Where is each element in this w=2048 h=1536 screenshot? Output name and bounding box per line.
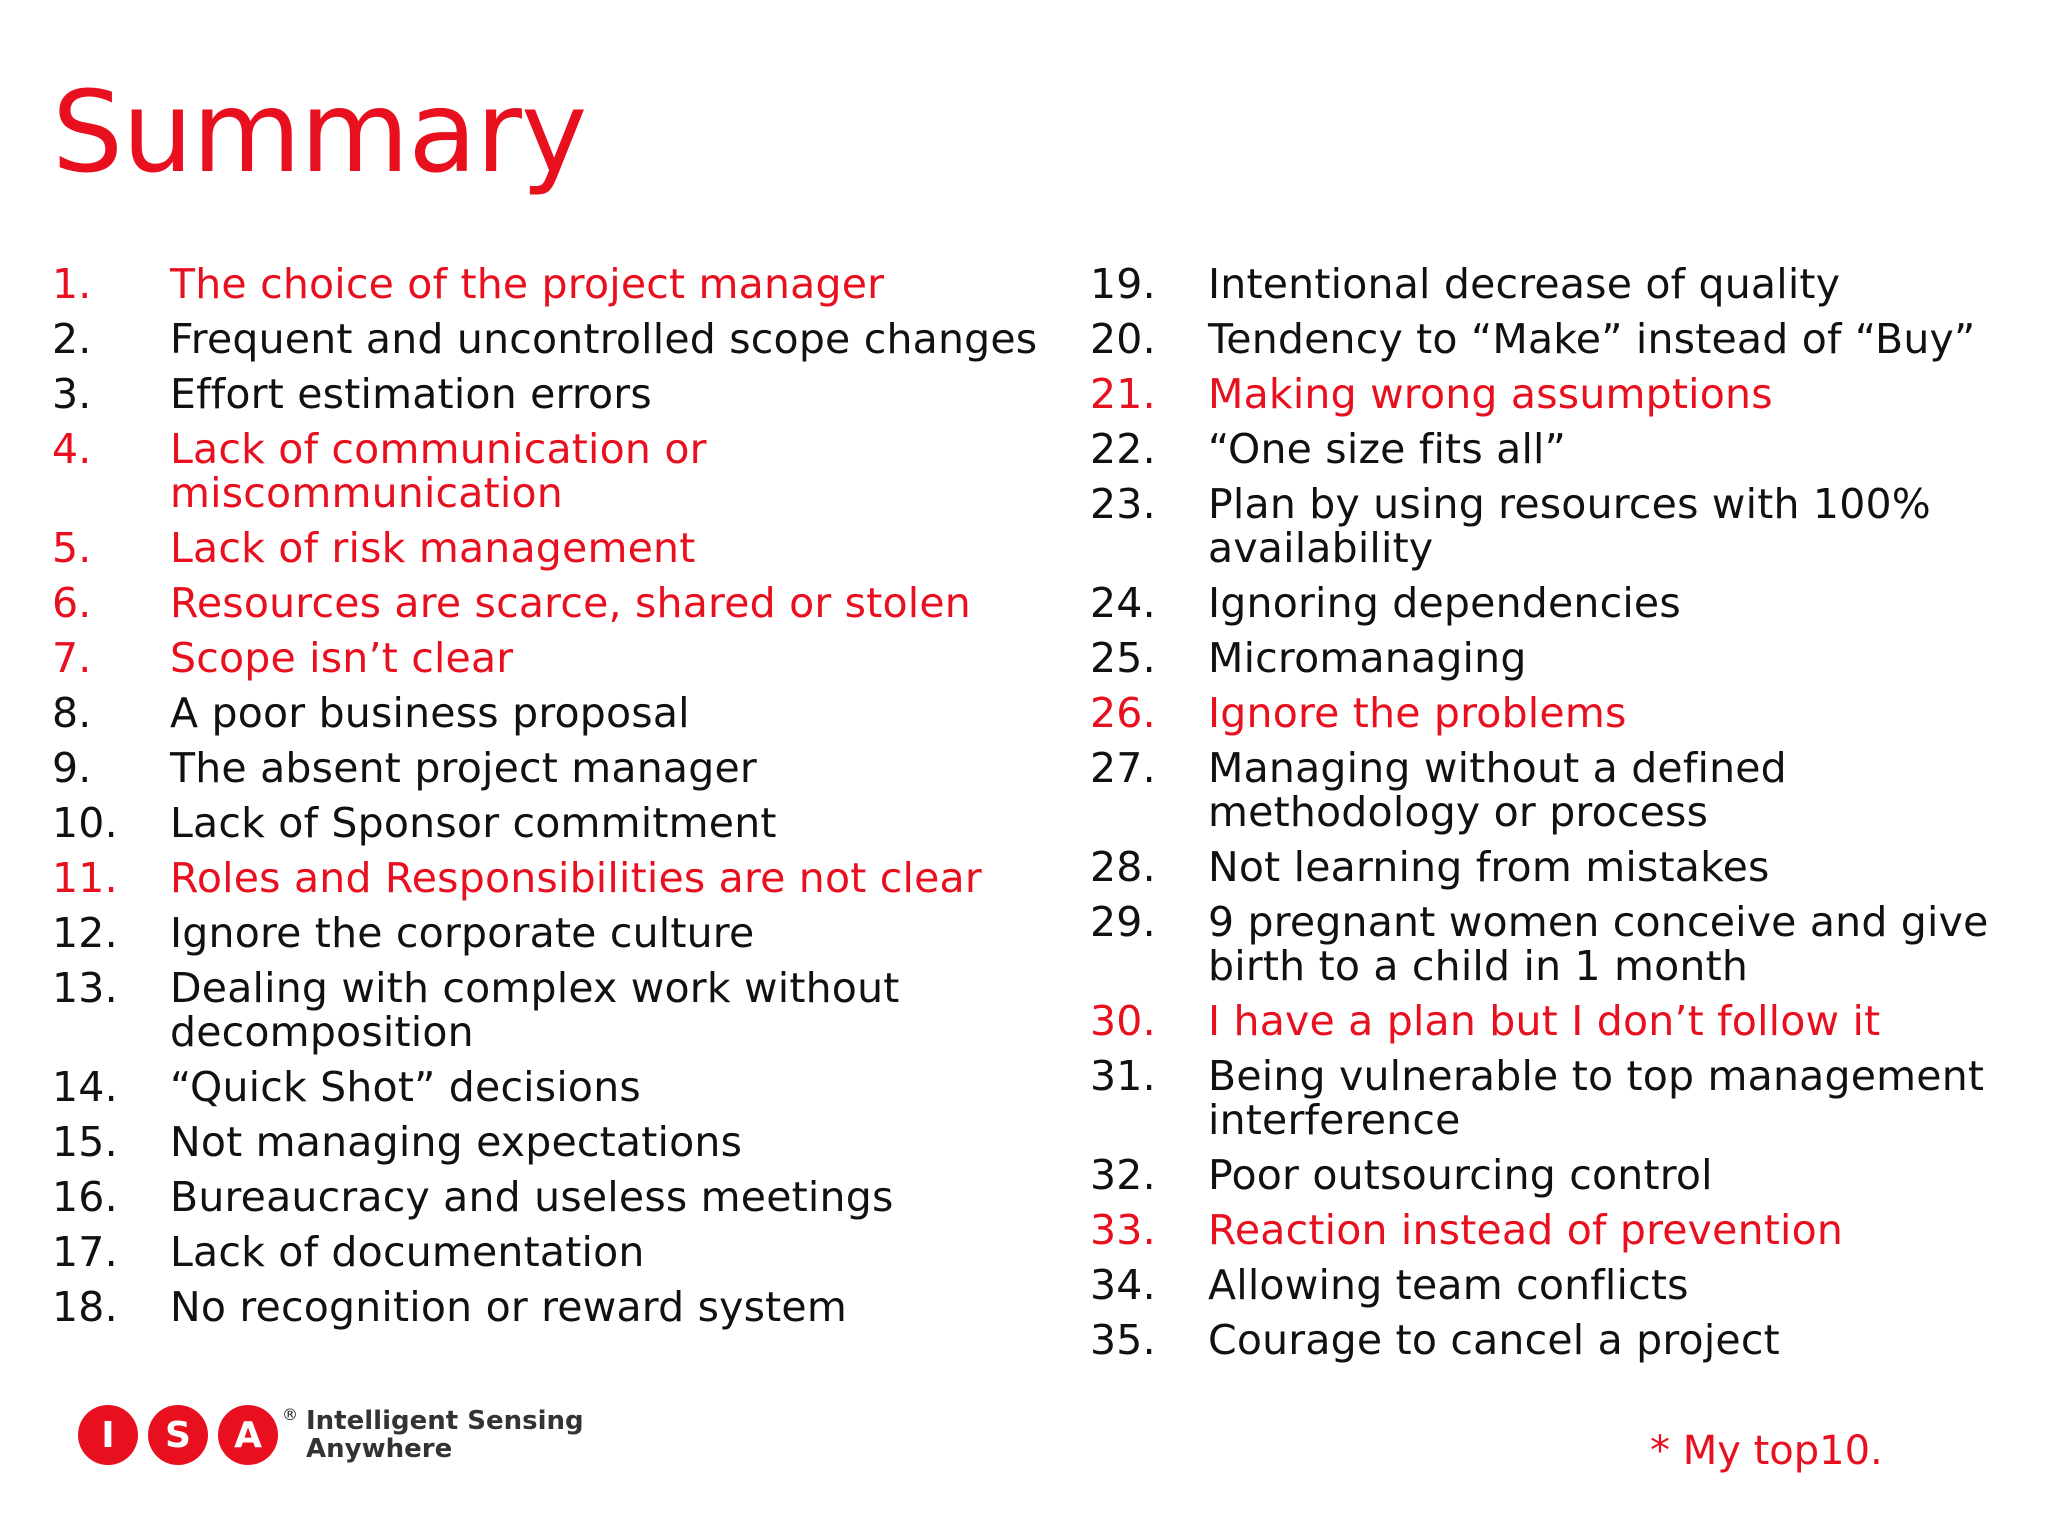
item-text: Not learning from mistakes [1208, 843, 1770, 891]
list-item [52, 911, 1052, 955]
list-item [1090, 636, 2030, 680]
item-number: 23. [1090, 480, 1156, 528]
item-text: Resources are scarce, shared or stolen [170, 579, 971, 627]
item-number: 16. [52, 1173, 118, 1221]
item-number: 3. [52, 370, 92, 418]
item-number: 29. [1090, 898, 1156, 946]
list-item [1090, 1054, 2030, 1142]
list-item [1090, 845, 2030, 889]
item-number: 12. [52, 909, 118, 957]
item-number: 13. [52, 964, 118, 1012]
list-item [52, 262, 1052, 306]
item-text: Ignore the corporate culture [170, 909, 755, 957]
item-text: No recognition or reward system [170, 1283, 847, 1331]
logo-tagline [306, 1407, 584, 1463]
item-text: Lack of risk management [170, 524, 696, 572]
list-item [52, 427, 1052, 515]
item-text: “Quick Shot” decisions [170, 1063, 641, 1111]
item-text: “One size fits all” [1208, 425, 1567, 473]
item-number: 35. [1090, 1316, 1156, 1364]
list-item [1090, 900, 2030, 988]
list-item [52, 966, 1052, 1054]
list-item [52, 636, 1052, 680]
list-item [1090, 999, 2030, 1043]
item-number: 32. [1090, 1151, 1156, 1199]
item-text: Ignore the problems [1208, 689, 1627, 737]
item-text: Bureaucracy and useless meetings [170, 1173, 894, 1221]
tagline-line-2: Anywhere [306, 1434, 453, 1464]
item-text: Roles and Responsibilities are not clear [170, 854, 982, 902]
item-number: 26. [1090, 689, 1156, 737]
item-text: I have a plan but I don’t follow it [1208, 997, 1881, 1045]
item-text: Micromanaging [1208, 634, 1527, 682]
item-number: 9. [52, 744, 92, 792]
list-item [1090, 1318, 2030, 1362]
item-number: 19. [1090, 260, 1156, 308]
tagline-line-1: Intelligent Sensing [306, 1406, 584, 1436]
list-item [52, 856, 1052, 900]
item-text: Frequent and uncontrolled scope changes [170, 315, 1038, 363]
item-number: 17. [52, 1228, 118, 1276]
list-item [1090, 482, 2030, 570]
list-item [1090, 372, 2030, 416]
item-number: 1. [52, 260, 92, 308]
item-text: The absent project manager [170, 744, 757, 792]
item-text: Not managing expectations [170, 1118, 743, 1166]
item-text: Lack of documentation [170, 1228, 645, 1276]
list-item [1090, 746, 2030, 834]
registered-mark: ® [282, 1405, 298, 1424]
left-list [52, 262, 1052, 1340]
item-number: 31. [1090, 1052, 1156, 1100]
item-text: Poor outsourcing control [1208, 1151, 1713, 1199]
item-number: 18. [52, 1283, 118, 1331]
item-text: Intentional decrease of quality [1208, 260, 1841, 308]
list-item [1090, 262, 2030, 306]
item-number: 28. [1090, 843, 1156, 891]
list-item [1090, 581, 2030, 625]
item-text: Scope isn’t clear [170, 634, 514, 682]
list-item [52, 746, 1052, 790]
item-text: Lack of Sponsor commitment [170, 799, 777, 847]
item-text: Effort estimation errors [170, 370, 652, 418]
item-number: 20. [1090, 315, 1156, 363]
item-number: 21. [1090, 370, 1156, 418]
item-number: 22. [1090, 425, 1156, 473]
list-item [1090, 427, 2030, 471]
item-text: Dealing with complex work without decomposition [170, 964, 900, 1056]
item-number: 5. [52, 524, 92, 572]
item-text: Being vulnerable to top management interference [1208, 1052, 1985, 1144]
item-text: A poor business proposal [170, 689, 690, 737]
list-item [52, 317, 1052, 361]
item-number: 14. [52, 1063, 118, 1111]
list-item [52, 581, 1052, 625]
item-text: Allowing team conflicts [1208, 1261, 1689, 1309]
item-text: Making wrong assumptions [1208, 370, 1773, 418]
item-text: Tendency to “Make” instead of “Buy” [1208, 315, 1976, 363]
list-item [52, 526, 1052, 570]
item-number: 2. [52, 315, 92, 363]
logo-letter-i: I [78, 1405, 138, 1465]
footnote: * My top10. [1650, 1428, 1883, 1474]
item-number: 4. [52, 425, 92, 473]
list-item [52, 1175, 1052, 1219]
logo-letter-s: S [148, 1405, 208, 1465]
list-item [52, 372, 1052, 416]
item-number: 10. [52, 799, 118, 847]
list-item [52, 1230, 1052, 1274]
list-item [52, 1120, 1052, 1164]
item-text: Lack of communication or miscommunication [170, 425, 707, 517]
list-item [1090, 1153, 2030, 1197]
item-text: Managing without a defined methodology or process [1208, 744, 1787, 836]
item-text: Reaction instead of prevention [1208, 1206, 1844, 1254]
item-number: 27. [1090, 744, 1156, 792]
item-number: 30. [1090, 997, 1156, 1045]
list-item [1090, 317, 2030, 361]
item-text: Courage to cancel a project [1208, 1316, 1780, 1364]
page-title: Summary [52, 68, 587, 198]
item-number: 34. [1090, 1261, 1156, 1309]
isa-logo [78, 1405, 584, 1465]
right-list [1090, 262, 2030, 1373]
item-text: 9 pregnant women conceive and give birth to a child in 1 month [1208, 898, 1989, 990]
list-item [1090, 1208, 2030, 1252]
logo-letter-a: A [218, 1405, 278, 1465]
item-number: 33. [1090, 1206, 1156, 1254]
item-number: 6. [52, 579, 92, 627]
list-item [52, 1285, 1052, 1329]
item-number: 8. [52, 689, 92, 737]
item-number: 24. [1090, 579, 1156, 627]
list-item [1090, 1263, 2030, 1307]
item-text: The choice of the project manager [170, 260, 885, 308]
item-number: 15. [52, 1118, 118, 1166]
item-text: Ignoring dependencies [1208, 579, 1681, 627]
list-item [1090, 691, 2030, 735]
item-number: 7. [52, 634, 92, 682]
item-number: 11. [52, 854, 118, 902]
item-text: Plan by using resources with 100% availability [1208, 480, 1931, 572]
list-item [52, 691, 1052, 735]
list-item [52, 1065, 1052, 1109]
item-number: 25. [1090, 634, 1156, 682]
list-item [52, 801, 1052, 845]
